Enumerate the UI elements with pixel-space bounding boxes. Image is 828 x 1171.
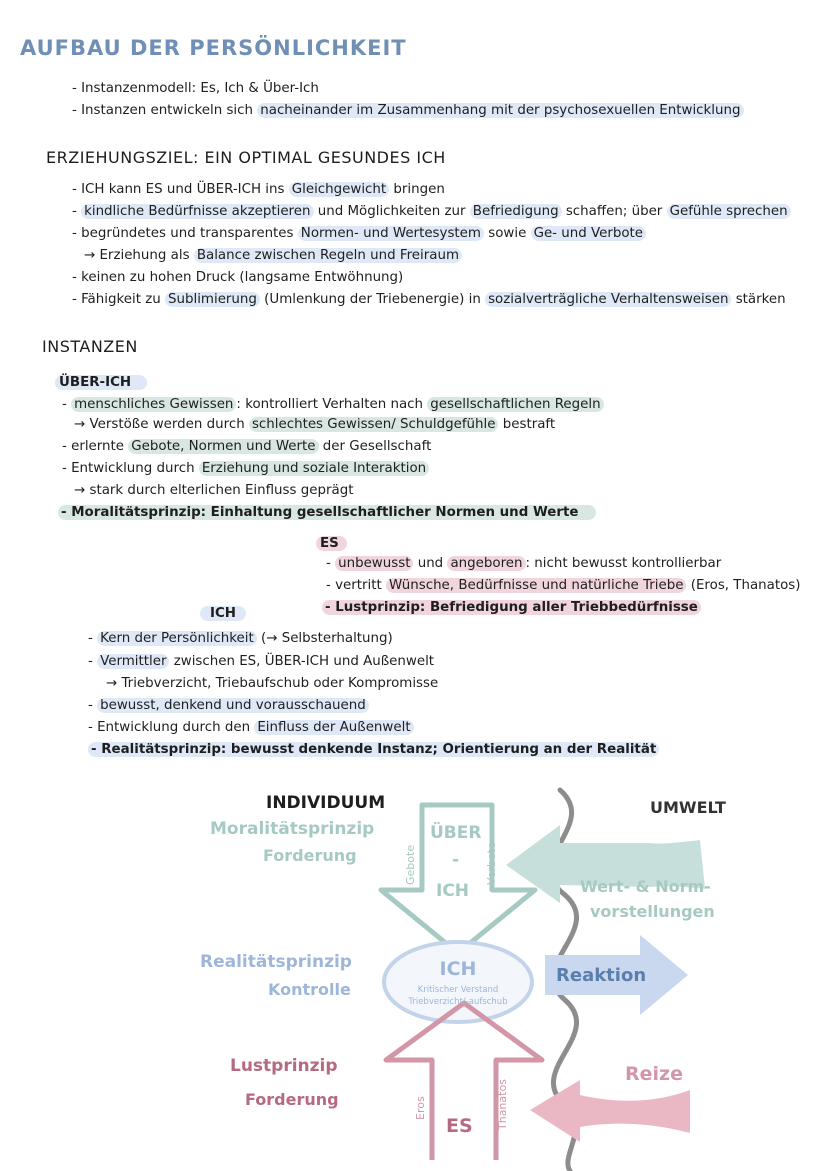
label-ueber: ÜBER	[430, 823, 482, 843]
label-verbote: Verbote	[485, 842, 498, 885]
goal-line-4: → Erziehung als Balance zwischen Regeln und Freiraum	[84, 247, 462, 265]
label-eros: Eros	[414, 1096, 427, 1120]
ueberich-label: ÜBER-ICH	[55, 374, 147, 392]
label-thanatos: Thanatos	[496, 1079, 509, 1130]
instanzen-heading: INSTANZEN	[42, 337, 138, 356]
ueberich-line-5: → stark durch elterlichen Einfluss geprägt	[74, 483, 354, 498]
ich-label: ICH	[200, 605, 246, 623]
ueberich-line-4: - Entwicklung durch Erziehung und soziale Interaktion	[62, 460, 429, 478]
goal-heading: ERZIEHUNGSZIEL: EIN OPTIMAL GESUNDES ICH	[46, 148, 446, 167]
label-dash: -	[452, 850, 460, 870]
es-line-2: - vertritt Wünsche, Bedürfnisse und natürliche Triebe (Eros, Thanatos)	[326, 578, 801, 593]
ich-line-6: - Realitätsprinzip: bewusst denkende Instanz; Orientierung an der Realität	[88, 741, 659, 759]
label-forderung-1: Forderung	[263, 846, 357, 865]
label-ich-arrow: ICH	[436, 881, 470, 901]
label-forderung-2: Forderung	[245, 1090, 339, 1109]
label-individuum: INDIVIDUUM	[266, 793, 386, 813]
label-kritischer-verstand: Kritischer Verstand	[417, 985, 499, 995]
personality-diagram	[0, 775, 828, 1171]
goal-line-1: - ICH kann ES und ÜBER-ICH ins Gleichgewicht bringen	[72, 182, 445, 197]
es-line-1: - unbewusst und angeboren : nicht bewusst kontrollierbar	[326, 556, 722, 571]
label-lust: Lustprinzip	[230, 1056, 338, 1076]
goal-line-5: - keinen zu hohen Druck (langsame Entwöhnung)	[72, 270, 404, 285]
ich-line-2: - Vermittler zwischen ES, ÜBER-ICH und Außenwelt	[88, 654, 435, 669]
goal-line-6: - Fähigkeit zu Sublimierung (Umlenkung der Triebenergie) in sozialverträgliche Verhaltensweisen stärken	[72, 292, 786, 307]
label-werte-1: Wert- & Norm-	[580, 877, 711, 896]
label-reize: Reize	[625, 1063, 683, 1085]
label-es: ES	[446, 1115, 473, 1137]
label-kontrolle: Kontrolle	[268, 980, 351, 999]
ueberich-line-3: - erlernte Gebote, Normen und Werte der Gesellschaft	[62, 439, 432, 454]
label-reaktion: Reaktion	[556, 965, 647, 986]
goal-line-3: - begründetes und transparentes Normen- und Wertesystem sowie Ge- und Verbote	[72, 225, 646, 243]
ueberich-line-2: → Verstöße werden durch schlechtes Gewissen/ Schuldgefühle bestraft	[74, 417, 556, 432]
ich-line-4: - bewusst, denkend und vorausschauend	[88, 697, 369, 715]
ich-line-3: → Triebverzicht, Triebaufschub oder Kompromisse	[106, 676, 439, 691]
label-werte-2: vorstellungen	[590, 902, 715, 921]
ich-line-5: - Entwicklung durch den Einfluss der Außenwelt	[88, 719, 414, 737]
label-umwelt: UMWELT	[650, 798, 726, 817]
ueberich-line-1: - menschliches Gewissen : kontrolliert Verhalten nach gesellschaftlichen Regeln	[62, 396, 604, 414]
intro-line-1: - Instanzenmodell: Es, Ich & Über-Ich	[72, 81, 319, 96]
goal-line-2: - kindliche Bedürfnisse akzeptieren und Möglichkeiten zur Befriedigung schaffen; über Gefühle sprechen	[72, 203, 791, 221]
page-title: AUFBAU DER PERSÖNLICHKEIT	[20, 36, 407, 60]
label-ich-center: ICH	[439, 958, 477, 980]
label-moral: Moralitätsprinzip	[210, 819, 375, 839]
label-triebverzicht: Triebverzicht/-aufschub	[408, 997, 508, 1007]
label-realitaet: Realitätsprinzip	[200, 952, 352, 972]
intro-line-2: - Instanzen entwickeln sich nacheinander im Zusammenhang mit der psychosexuellen Entwicklung	[72, 102, 744, 120]
es-line-3: - Lustprinzip: Befriedigung aller Triebbedürfnisse	[322, 599, 701, 617]
ueberich-line-6: - Moralitätsprinzip: Einhaltung gesellschaftlicher Normen und Werte	[58, 504, 596, 522]
ich-line-1: - Kern der Persönlichkeit (→ Selbsterhaltung)	[88, 631, 393, 646]
label-gebote: Gebote	[404, 844, 417, 885]
es-label: ES	[316, 535, 347, 553]
